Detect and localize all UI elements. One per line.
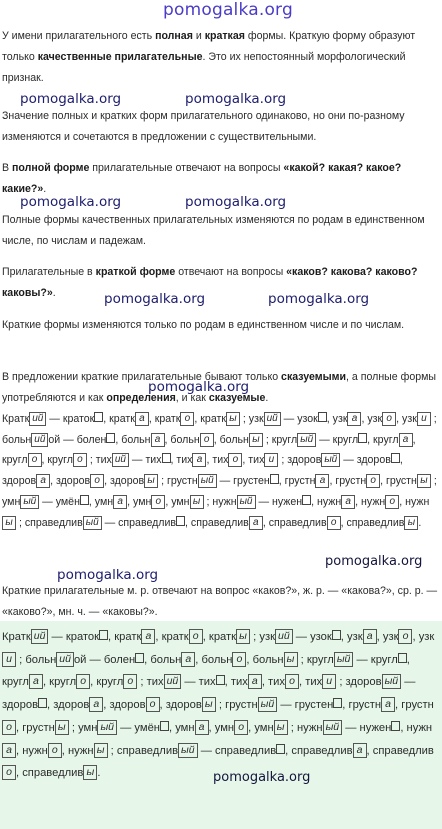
watermark: pomogalka.org xyxy=(104,291,206,307)
watermark: pomogalka.org xyxy=(185,194,287,210)
watermark: pomogalka.org xyxy=(213,770,311,785)
paragraph-forms: У имени прилагательного есть полная и краткая формы. Краткую форму образуют только качественные прилагательные. Это их непостоянный морфологический признак. xyxy=(2,30,416,84)
watermark: pomogalka.org xyxy=(268,291,370,307)
watermark: pomogalka.org xyxy=(20,91,122,107)
paragraph-syntax: В предложении краткие прилагательные бывают только сказуемыми, а полные формы употребляются и как определения, и как сказуемые. xyxy=(2,371,437,404)
paragraph-full-change: Полные формы качественных прилагательных изменяются по родам в единственном числе, по числам и падежам. xyxy=(2,214,425,247)
paragraph-meaning: Значение полных и кратких форм прилагательного одинаково, но они по-разному изменяются и сочетаются в предложении с существительными. xyxy=(2,110,405,143)
watermark: pomogalka.org xyxy=(185,91,287,107)
watermark: pomogalka.org xyxy=(148,379,250,395)
watermark: pomogalka.org xyxy=(20,194,122,210)
watermark: pomogalka.org xyxy=(325,554,423,569)
examples-list-highlight: Кратк ий — краток , кратк а , кратк о , кратк ы ; узк ий — узок , узк а , узк о , узки ; больн ий ой — болен , больн а , больн о , больн ы ; кругл ый — кругл , кругл а , кругл о , кругл о ; тих ий — тих , тих а , тих о , тих и ; здоров ый — здоров , здоров а , здоров о , здоров ы ; грустн ый — грустен , грустн а , грустно , грустн ы ; умн ый — умён , умн а , умн о , умн ы ; нужн ый — нужен , нужна , нужн о , нужн ы ; справедлив ый — справедлив , справедлив а , справедливо , справедлив ы . xyxy=(2,630,435,780)
watermark: pomogalka.org xyxy=(57,567,159,583)
paragraph-full-form: В полной форме прилагательные отвечают на вопросы «какой? какая? какое? какие?». xyxy=(2,162,402,195)
paragraph-questions: Краткие прилагательные м. р. отвечают на вопрос «каков?», ж. р. — «какова?», ср. р. — «каково?», мн. ч. — «каковы?». xyxy=(2,585,438,618)
paragraph-short-form: Прилагательные в краткой форме отвечают на вопросы «каков? какова? каково? каковы?». xyxy=(2,266,418,299)
paragraph-short-change: Краткие формы изменяются только по родам в единственном числе и по числам. xyxy=(2,319,405,331)
watermark-top: pomogalka.org xyxy=(163,0,293,20)
examples-list: Кратк ий — краток , кратк а , кратк о , кратк ы ; узк ий — узок , узк а , узк о , узк и ; больн ий ой — болен , больн а , больн о , больн ы ; кругл ый — кругл , кругл а , кругл о , кругл о ; тих ий — тих , тих а , тих о , тих и ; здоров ый — здоров , здоров а , здоров о , здоров ы ; грустн ый — грустен , грустн а , грустн о , грустн ы ; умн ый — умён , умн а , умн о , умн ы ; нужн ый — нужен , нужн а , нужн о , нужны ; справедлив ый — справедлив , справедлив а , справедлив о , справедлив ы . xyxy=(2,413,437,529)
